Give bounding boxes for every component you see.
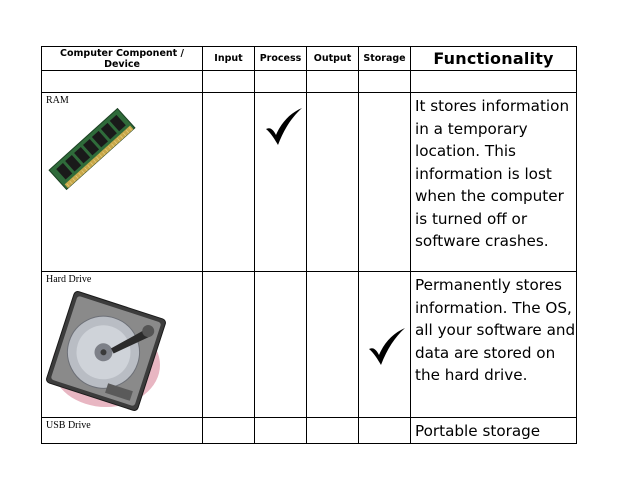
device-cell-ram: [42, 93, 203, 272]
device-label-usb-drive: USB Drive: [46, 420, 91, 431]
device-label-hard-drive: Hard Drive: [46, 274, 92, 285]
empty-cell: [359, 71, 411, 93]
checkmark-icon: [367, 327, 407, 367]
empty-cell: [411, 71, 577, 93]
functionality-cell-usb-drive: [411, 418, 577, 444]
table-row-usb-drive: [42, 418, 577, 444]
functionality-text-ram: It stores information in a temporary location. This information is lost when the computer is turned off or software crashes.: [415, 97, 570, 250]
checkmark-icon: [264, 107, 304, 147]
table-row-hard-drive: [42, 272, 577, 418]
header-storage: Storage: [359, 47, 411, 71]
header-output: Output: [307, 47, 359, 71]
table-row-ram: [42, 93, 577, 272]
input-cell-usb-drive: [203, 418, 255, 444]
output-cell-hard-drive: [307, 272, 359, 418]
header-input: Input: [203, 47, 255, 71]
storage-cell-usb-drive: [359, 418, 411, 444]
header-device: Computer Component / Device: [42, 47, 203, 71]
empty-cell: [203, 71, 255, 93]
empty-row: [42, 71, 577, 93]
storage-cell-ram: [359, 93, 411, 272]
functionality-text-usb-drive: Portable storage: [415, 422, 541, 440]
header-process: Process: [255, 47, 307, 71]
output-cell-ram: [307, 93, 359, 272]
device-cell-usb-drive: [42, 418, 203, 444]
empty-cell: [307, 71, 359, 93]
empty-cell: [42, 71, 203, 93]
device-cell-hard-drive: [42, 272, 203, 418]
input-cell-hard-drive: [203, 272, 255, 418]
output-cell-usb-drive: [307, 418, 359, 444]
functionality-text-hard-drive: Permanently stores information. The OS, all your software and data are stored on the hard drive.: [415, 276, 576, 384]
process-cell-ram: [255, 93, 307, 272]
component-table: [41, 46, 577, 444]
header-row: [42, 47, 577, 71]
functionality-cell-ram: [411, 93, 577, 272]
input-cell-ram: [203, 93, 255, 272]
device-label-ram: RAM: [46, 95, 69, 106]
process-cell-hard-drive: [255, 272, 307, 418]
empty-cell: [255, 71, 307, 93]
storage-cell-hard-drive: [359, 272, 411, 418]
process-cell-usb-drive: [255, 418, 307, 444]
functionality-cell-hard-drive: [411, 272, 577, 418]
header-functionality: Functionality: [411, 47, 577, 71]
hard-drive-icon: [46, 287, 166, 415]
ram-module-icon: [46, 105, 138, 193]
